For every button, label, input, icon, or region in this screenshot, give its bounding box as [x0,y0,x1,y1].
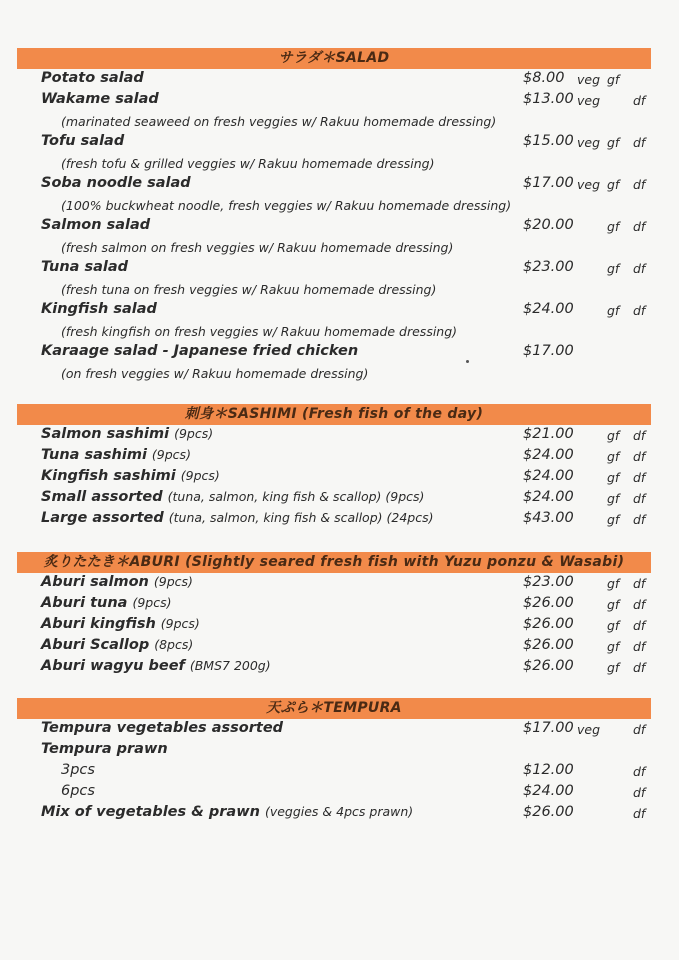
menu-item: Kingfish salad $24.00 gf df [41,301,646,318]
menu-item: Karaage salad - Japanese fried chicken $17.00 [41,343,574,359]
menu-item-description: (fresh salmon on fresh veggies w/ Rakuu homemade dressing) [61,240,454,255]
menu-item: Tempura prawn [41,741,168,757]
menu-item: Aburi tuna (9pcs) $26.00 gf df [41,595,646,612]
paper-speck [466,360,469,363]
menu-item: Soba noodle salad $17.00 veg gf df [41,175,646,192]
menu-item: Mix of vegetables & prawn (veggies & 4pcs prawn) $26.00 df [41,804,646,821]
section-header-tempura: 天ぷら＊TEMPURA [17,698,651,719]
salad-section [17,48,651,384]
menu-item: Large assorted (tuna, salmon, king fish & scallop) (24pcs) $43.00 gf df [41,510,646,527]
menu-item: Aburi kingfish (9pcs) $26.00 gf df [41,616,646,633]
section-header-salad: サラダ＊SALAD [17,48,651,69]
menu-item: Tofu salad $15.00 veg gf df [41,133,646,150]
menu-item: Tempura vegetables assorted $17.00 veg df [41,720,646,737]
section-header-sashimi: 刺身＊SASHIMI (Fresh fish of the day) [17,404,651,425]
menu-item: Aburi Scallop (8pcs) $26.00 gf df [41,637,646,654]
aburi-section [17,552,651,678]
menu-item: Tuna salad $23.00 gf df [41,259,646,276]
menu-item-description: (marinated seaweed on fresh veggies w/ Rakuu homemade dressing) [61,114,497,129]
menu-item-description: (on fresh veggies w/ Rakuu homemade dressing) [61,366,369,381]
sashimi-section [17,404,651,530]
menu-item: Aburi salmon (9pcs) $23.00 gf df [41,574,646,591]
menu-item: Salmon salad $20.00 gf df [41,217,646,234]
menu-item: Wakame salad $13.00 veg df [41,91,646,108]
menu-item-description: (100% buckwheat noodle, fresh veggies w/ Rakuu homemade dressing) [61,198,512,213]
tempura-section [17,698,651,824]
menu-item-description: (fresh tofu & grilled veggies w/ Rakuu homemade dressing) [61,156,435,171]
menu-item: Aburi wagyu beef (BMS7 200g) $26.00 gf df [41,658,646,675]
menu-item-description: (fresh tuna on fresh veggies w/ Rakuu homemade dressing) [61,282,437,297]
menu-item: Tuna sashimi (9pcs) $24.00 gf df [41,447,646,464]
section-header-aburi: 炙りたたき＊ABURI (Slightly seared fresh fish with Yuzu ponzu & Wasabi) [17,552,651,573]
menu-item: Potato salad $8.00 veg gf [41,70,620,87]
menu-item: Salmon sashimi (9pcs) $21.00 gf df [41,426,646,443]
menu-item-option: 3pcs $12.00 df [61,762,646,779]
menu-item-option: 6pcs $24.00 df [61,783,646,800]
menu-item-description: (fresh kingfish on fresh veggies w/ Rakuu homemade dressing) [61,324,458,339]
menu-item: Kingfish sashimi (9pcs) $24.00 gf df [41,468,646,485]
menu-item: Small assorted (tuna, salmon, king fish & scallop) (9pcs) $24.00 gf df [41,489,646,506]
